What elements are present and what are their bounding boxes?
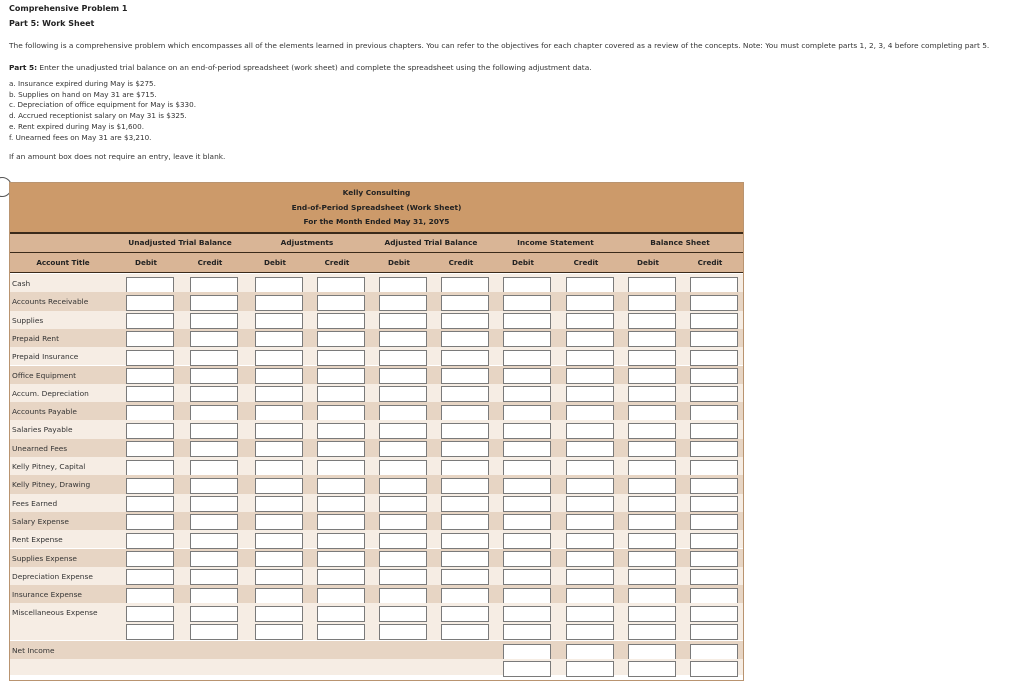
balance-sheet-debit-input[interactable] xyxy=(628,533,676,549)
unadjusted-tb-credit-input[interactable] xyxy=(190,295,238,311)
balance-sheet-debit-input[interactable] xyxy=(628,478,676,494)
group-unadjusted-trial-balance: Unadjusted Trial Balance xyxy=(128,238,232,247)
unadjusted-tb-debit-input[interactable] xyxy=(126,368,174,384)
part5-instructions xyxy=(9,63,592,72)
account-title-cell: Office Equipment xyxy=(12,370,77,380)
balance-sheet-net-income-debit-input[interactable] xyxy=(628,644,676,660)
balance-sheet-credit-input[interactable] xyxy=(690,405,738,421)
balance-sheet-credit-input[interactable] xyxy=(690,423,738,439)
part5-text: Enter the unadjusted trial balance on an end-of-period spreadsheet (work sheet) and complete the spreadsheet using the following adjustment data. xyxy=(37,63,592,72)
unadjusted-tb-credit-input[interactable] xyxy=(190,277,238,293)
adjustments-debit-input[interactable] xyxy=(255,295,303,311)
unadjusted-tb-credit-input[interactable] xyxy=(190,405,238,421)
unadjusted-tb-debit-input[interactable] xyxy=(126,331,174,347)
adjusted-tb-debit-input[interactable] xyxy=(379,460,427,476)
income-statement-credit-input[interactable] xyxy=(566,478,614,494)
adjusted-tb-debit-input[interactable] xyxy=(379,606,427,622)
adjustments-credit-input[interactable] xyxy=(317,441,365,457)
adjustment-item: a. Insurance expired during May is $275. xyxy=(9,79,156,88)
adjustments-debit-input[interactable] xyxy=(255,606,303,622)
balance-sheet-debit-input[interactable] xyxy=(628,496,676,512)
balance-sheet-credit-total-input[interactable] xyxy=(690,624,738,640)
balance-sheet-debit-input[interactable] xyxy=(628,514,676,530)
adjusted-tb-credit-input[interactable] xyxy=(441,551,489,567)
balance-sheet-credit-input[interactable] xyxy=(690,350,738,366)
adjusted-tb-credit-input[interactable] xyxy=(441,588,489,604)
adjusted-tb-debit-total-input[interactable] xyxy=(379,624,427,640)
balance-sheet-net-income-credit-input[interactable] xyxy=(690,644,738,660)
income-statement-credit-input[interactable] xyxy=(566,405,614,421)
adjusted-tb-debit-input[interactable] xyxy=(379,551,427,567)
adjustments-debit-input[interactable] xyxy=(255,496,303,512)
adjustment-item: f. Unearned fees on May 31 are $3,210. xyxy=(9,132,152,142)
unadjusted-tb-debit-input[interactable] xyxy=(126,478,174,494)
account-title-cell: Supplies Expense xyxy=(12,553,77,563)
income-statement-credit-input[interactable] xyxy=(566,551,614,567)
adjusted-tb-debit-input[interactable] xyxy=(379,441,427,457)
income-statement-debit-input[interactable] xyxy=(503,478,551,494)
income-statement-credit-input[interactable] xyxy=(566,460,614,476)
balance-sheet-credit-input[interactable] xyxy=(690,496,738,512)
account-title-cell: Miscellaneous Expense xyxy=(12,608,98,618)
adjusted-tb-debit-input[interactable] xyxy=(379,588,427,604)
income-statement-final-debit-input[interactable] xyxy=(503,661,551,677)
worksheet xyxy=(9,182,744,681)
adjustments-debit-input[interactable] xyxy=(255,350,303,366)
account-title-cell: Salary Expense xyxy=(12,516,69,526)
adjustments-debit-input[interactable] xyxy=(255,460,303,476)
income-statement-credit-input[interactable] xyxy=(566,277,614,293)
adjustment-item: d. Accrued receptionist salary on May 31 is $325. xyxy=(9,111,187,121)
unadjusted-tb-credit-input[interactable] xyxy=(190,386,238,402)
adjusted-tb-credit-input[interactable] xyxy=(441,313,489,329)
adjusted-tb-debit-input[interactable] xyxy=(379,569,427,585)
balance-sheet-debit-input[interactable] xyxy=(628,588,676,604)
adjusted-tb-credit-input[interactable] xyxy=(441,606,489,622)
income-statement-credit-input[interactable] xyxy=(566,368,614,384)
adjustments-credit-input[interactable] xyxy=(317,386,365,402)
balance-sheet-credit-input[interactable] xyxy=(690,295,738,311)
income-statement-credit-input[interactable] xyxy=(566,569,614,585)
balance-sheet-debit-input[interactable] xyxy=(628,460,676,476)
account-title-cell: Fees Earned xyxy=(12,498,58,508)
adjustments-credit-input[interactable] xyxy=(317,478,365,494)
income-statement-credit-input[interactable] xyxy=(566,533,614,549)
adjustments-debit-input[interactable] xyxy=(255,533,303,549)
adjustments-credit-input[interactable] xyxy=(317,606,365,622)
adjustment-data-list xyxy=(9,79,196,143)
income-statement-debit-input[interactable] xyxy=(503,350,551,366)
unadjusted-tb-debit-input[interactable] xyxy=(126,496,174,512)
balance-sheet-debit-input[interactable] xyxy=(628,405,676,421)
unadjusted-tb-credit-input[interactable] xyxy=(190,533,238,549)
adjustments-debit-input[interactable] xyxy=(255,331,303,347)
balance-sheet-credit-input[interactable] xyxy=(690,386,738,402)
unadjusted-tb-credit-total-input[interactable] xyxy=(190,624,238,640)
debit-column-header: Debit xyxy=(135,258,157,267)
adjusted-tb-debit-input[interactable] xyxy=(379,478,427,494)
adjustments-credit-input[interactable] xyxy=(317,423,365,439)
adjustments-debit-input[interactable] xyxy=(255,441,303,457)
adjusted-tb-debit-input[interactable] xyxy=(379,423,427,439)
income-statement-credit-input[interactable] xyxy=(566,313,614,329)
debit-column-header: Debit xyxy=(512,258,534,267)
income-statement-credit-input[interactable] xyxy=(566,588,614,604)
income-statement-debit-input[interactable] xyxy=(503,606,551,622)
unadjusted-tb-debit-input[interactable] xyxy=(126,569,174,585)
balance-sheet-debit-input[interactable] xyxy=(628,423,676,439)
income-statement-credit-total-input[interactable] xyxy=(566,624,614,640)
adjustments-credit-input[interactable] xyxy=(317,313,365,329)
problem-title: Comprehensive Problem 1 xyxy=(9,4,128,13)
unadjusted-tb-debit-input[interactable] xyxy=(126,350,174,366)
adjustments-credit-input[interactable] xyxy=(317,331,365,347)
credit-column-header: Credit xyxy=(573,258,599,267)
adjustments-credit-total-input[interactable] xyxy=(317,624,365,640)
unadjusted-tb-credit-input[interactable] xyxy=(190,350,238,366)
adjustments-credit-input[interactable] xyxy=(317,551,365,567)
adjustments-credit-input[interactable] xyxy=(317,496,365,512)
unadjusted-tb-credit-input[interactable] xyxy=(190,313,238,329)
adjusted-tb-credit-input[interactable] xyxy=(441,368,489,384)
account-title-cell: Kelly Pitney, Capital xyxy=(12,462,86,471)
unadjusted-tb-credit-input[interactable] xyxy=(190,514,238,530)
income-statement-final-credit-input[interactable] xyxy=(566,661,614,677)
balance-sheet-credit-input[interactable] xyxy=(690,313,738,329)
adjusted-tb-debit-input[interactable] xyxy=(379,313,427,329)
balance-sheet-debit-input[interactable] xyxy=(628,606,676,622)
adjusted-tb-credit-input[interactable] xyxy=(441,295,489,311)
balance-sheet-credit-input[interactable] xyxy=(690,569,738,585)
income-statement-debit-input[interactable] xyxy=(503,588,551,604)
group-income-statement: Income Statement xyxy=(517,238,594,247)
adjustments-credit-input[interactable] xyxy=(317,569,365,585)
adjusted-tb-credit-input[interactable] xyxy=(441,514,489,530)
adjusted-tb-debit-input[interactable] xyxy=(379,533,427,549)
income-statement-debit-input[interactable] xyxy=(503,386,551,402)
adjustments-debit-input[interactable] xyxy=(255,588,303,604)
header-divider xyxy=(10,272,743,273)
adjusted-tb-credit-input[interactable] xyxy=(441,441,489,457)
unadjusted-tb-debit-total-input[interactable] xyxy=(126,624,174,640)
unadjusted-tb-debit-input[interactable] xyxy=(126,588,174,604)
unadjusted-tb-debit-input[interactable] xyxy=(126,405,174,421)
income-statement-credit-input[interactable] xyxy=(566,606,614,622)
balance-sheet-debit-input[interactable] xyxy=(628,331,676,347)
account-title-cell: Supplies xyxy=(12,315,44,325)
balance-sheet-debit-total-input[interactable] xyxy=(628,624,676,640)
adjustments-debit-input[interactable] xyxy=(255,514,303,530)
unadjusted-tb-debit-input[interactable] xyxy=(126,460,174,476)
adjustment-item: e. Rent expired during May is $1,600. xyxy=(9,121,144,131)
unadjusted-tb-credit-input[interactable] xyxy=(190,496,238,512)
income-statement-credit-input[interactable] xyxy=(566,331,614,347)
balance-sheet-debit-input[interactable] xyxy=(628,386,676,402)
blank-entry-note: If an amount box does not require an entry, leave it blank. xyxy=(9,152,226,161)
unadjusted-tb-debit-input[interactable] xyxy=(126,441,174,457)
income-statement-debit-input[interactable] xyxy=(503,496,551,512)
debit-column-header: Debit xyxy=(388,258,410,267)
balance-sheet-credit-input[interactable] xyxy=(690,331,738,347)
credit-column-header: Credit xyxy=(197,258,223,267)
account-title-cell: Accounts Receivable xyxy=(12,297,89,307)
adjusted-tb-credit-input[interactable] xyxy=(441,386,489,402)
balance-sheet-final-debit-input[interactable] xyxy=(628,661,676,677)
unadjusted-tb-debit-input[interactable] xyxy=(126,295,174,311)
income-statement-credit-input[interactable] xyxy=(566,496,614,512)
balance-sheet-debit-input[interactable] xyxy=(628,295,676,311)
adjustments-debit-input[interactable] xyxy=(255,551,303,567)
net-income-label: Net Income xyxy=(12,646,55,655)
debit-column-header: Debit xyxy=(637,258,659,267)
adjustments-credit-input[interactable] xyxy=(317,277,365,293)
adjustments-credit-input[interactable] xyxy=(317,460,365,476)
income-statement-debit-input[interactable] xyxy=(503,569,551,585)
balance-sheet-credit-input[interactable] xyxy=(690,606,738,622)
income-statement-debit-input[interactable] xyxy=(503,405,551,421)
balance-sheet-credit-input[interactable] xyxy=(690,441,738,457)
part-title: Part 5: Work Sheet xyxy=(9,19,95,28)
account-title-cell: Salaries Payable xyxy=(12,425,73,435)
unadjusted-tb-debit-input[interactable] xyxy=(126,313,174,329)
income-statement-debit-input[interactable] xyxy=(503,295,551,311)
balance-sheet-debit-input[interactable] xyxy=(628,313,676,329)
adjusted-tb-credit-input[interactable] xyxy=(441,460,489,476)
unadjusted-tb-credit-input[interactable] xyxy=(190,423,238,439)
credit-column-header: Credit xyxy=(448,258,474,267)
adjusted-tb-debit-input[interactable] xyxy=(379,386,427,402)
income-statement-debit-input[interactable] xyxy=(503,368,551,384)
balance-sheet-debit-input[interactable] xyxy=(628,551,676,567)
company-name: Kelly Consulting xyxy=(342,188,411,197)
adjusted-tb-debit-input[interactable] xyxy=(379,514,427,530)
income-statement-debit-input[interactable] xyxy=(503,441,551,457)
income-statement-debit-input[interactable] xyxy=(503,551,551,567)
credit-column-header: Credit xyxy=(697,258,723,267)
unadjusted-tb-debit-input[interactable] xyxy=(126,533,174,549)
adjustments-debit-input[interactable] xyxy=(255,277,303,293)
unadjusted-tb-debit-input[interactable] xyxy=(126,606,174,622)
adjusted-tb-debit-input[interactable] xyxy=(379,368,427,384)
income-statement-debit-input[interactable] xyxy=(503,460,551,476)
adjusted-tb-debit-input[interactable] xyxy=(379,350,427,366)
unadjusted-tb-debit-input[interactable] xyxy=(126,423,174,439)
unadjusted-tb-credit-input[interactable] xyxy=(190,606,238,622)
adjusted-tb-credit-input[interactable] xyxy=(441,331,489,347)
intro-text: The following is a comprehensive problem which encompasses all of the elements learned in previous chapters. You can refer to the objectives for each chapter covered as a review of the concepts. Note: You must complete parts 1, 2, 3, 4 before completing part 5. xyxy=(9,41,990,50)
unadjusted-tb-credit-input[interactable] xyxy=(190,551,238,567)
unadjusted-tb-credit-input[interactable] xyxy=(190,441,238,457)
adjusted-tb-debit-input[interactable] xyxy=(379,496,427,512)
income-statement-debit-input[interactable] xyxy=(503,313,551,329)
account-title-cell: Accum. Depreciation xyxy=(12,388,89,398)
adjustment-item: c. Depreciation of office equipment for May is $330. xyxy=(9,100,196,110)
unadjusted-tb-credit-input[interactable] xyxy=(190,331,238,347)
unadjusted-tb-credit-input[interactable] xyxy=(190,368,238,384)
income-statement-debit-input[interactable] xyxy=(503,331,551,347)
adjustments-debit-input[interactable] xyxy=(255,405,303,421)
income-statement-debit-input[interactable] xyxy=(503,514,551,530)
account-title-cell: Unearned Fees xyxy=(12,443,68,453)
income-statement-credit-input[interactable] xyxy=(566,386,614,402)
worksheet-period: For the Month Ended May 31, 20Y5 xyxy=(303,217,450,226)
income-statement-debit-input[interactable] xyxy=(503,423,551,439)
adjusted-tb-debit-input[interactable] xyxy=(379,295,427,311)
group-balance-sheet: Balance Sheet xyxy=(650,238,710,247)
adjusted-tb-credit-input[interactable] xyxy=(441,533,489,549)
income-statement-net-income-credit-input[interactable] xyxy=(566,644,614,660)
balance-sheet-credit-input[interactable] xyxy=(690,514,738,530)
adjusted-tb-credit-input[interactable] xyxy=(441,423,489,439)
adjustments-credit-input[interactable] xyxy=(317,295,365,311)
balance-sheet-debit-input[interactable] xyxy=(628,368,676,384)
adjustments-debit-input[interactable] xyxy=(255,423,303,439)
income-statement-credit-input[interactable] xyxy=(566,350,614,366)
debit-column-header: Debit xyxy=(264,258,286,267)
account-title-cell: Depreciation Expense xyxy=(12,571,93,581)
unadjusted-tb-debit-input[interactable] xyxy=(126,386,174,402)
unadjusted-tb-debit-input[interactable] xyxy=(126,551,174,567)
adjusted-tb-credit-input[interactable] xyxy=(441,496,489,512)
account-title-cell: Insurance Expense xyxy=(12,590,82,600)
unadjusted-tb-credit-input[interactable] xyxy=(190,569,238,585)
income-statement-net-income-debit-input[interactable] xyxy=(503,644,551,660)
unadjusted-tb-debit-input[interactable] xyxy=(126,514,174,530)
account-title-cell: Cash xyxy=(12,279,31,288)
credit-column-header: Credit xyxy=(324,258,350,267)
adjusted-tb-credit-input[interactable] xyxy=(441,478,489,494)
balance-sheet-final-credit-input[interactable] xyxy=(690,661,738,677)
adjustments-credit-input[interactable] xyxy=(317,533,365,549)
group-adjusted-trial-balance: Adjusted Trial Balance xyxy=(384,238,478,247)
adjustments-credit-input[interactable] xyxy=(317,368,365,384)
balance-sheet-credit-input[interactable] xyxy=(690,588,738,604)
account-title-header: Account Title xyxy=(36,258,90,267)
income-statement-credit-input[interactable] xyxy=(566,514,614,530)
balance-sheet-debit-input[interactable] xyxy=(628,277,676,293)
balance-sheet-credit-input[interactable] xyxy=(690,533,738,549)
unadjusted-tb-credit-input[interactable] xyxy=(190,460,238,476)
adjusted-tb-credit-input[interactable] xyxy=(441,277,489,293)
account-title-cell: Prepaid Insurance xyxy=(12,352,79,362)
income-statement-credit-input[interactable] xyxy=(566,441,614,457)
adjustments-debit-total-input[interactable] xyxy=(255,624,303,640)
adjustments-credit-input[interactable] xyxy=(317,514,365,530)
adjustment-item: b. Supplies on hand on May 31 are $715. xyxy=(9,89,157,99)
income-statement-debit-input[interactable] xyxy=(503,533,551,549)
adjusted-tb-debit-input[interactable] xyxy=(379,405,427,421)
unadjusted-tb-debit-input[interactable] xyxy=(126,277,174,293)
balance-sheet-debit-input[interactable] xyxy=(628,569,676,585)
balance-sheet-debit-input[interactable] xyxy=(628,350,676,366)
account-title-cell: Accounts Payable xyxy=(12,407,77,417)
adjusted-tb-credit-total-input[interactable] xyxy=(441,624,489,640)
unadjusted-tb-credit-input[interactable] xyxy=(190,588,238,604)
balance-sheet-credit-input[interactable] xyxy=(690,368,738,384)
adjustments-credit-input[interactable] xyxy=(317,350,365,366)
balance-sheet-credit-input[interactable] xyxy=(690,277,738,293)
adjusted-tb-credit-input[interactable] xyxy=(441,569,489,585)
adjusted-tb-debit-input[interactable] xyxy=(379,331,427,347)
unadjusted-tb-credit-input[interactable] xyxy=(190,478,238,494)
balance-sheet-credit-input[interactable] xyxy=(690,460,738,476)
worksheet-title: End-of-Period Spreadsheet (Work Sheet) xyxy=(291,203,462,212)
income-statement-debit-input[interactable] xyxy=(503,277,551,293)
adjusted-tb-debit-input[interactable] xyxy=(379,277,427,293)
adjustments-debit-input[interactable] xyxy=(255,386,303,402)
adjustments-debit-input[interactable] xyxy=(255,569,303,585)
adjustments-debit-input[interactable] xyxy=(255,478,303,494)
income-statement-credit-input[interactable] xyxy=(566,423,614,439)
balance-sheet-debit-input[interactable] xyxy=(628,441,676,457)
account-title-cell: Prepaid Rent xyxy=(12,333,59,343)
account-title-cell: Rent Expense xyxy=(12,535,63,545)
adjustments-debit-input[interactable] xyxy=(255,313,303,329)
adjusted-tb-credit-input[interactable] xyxy=(441,405,489,421)
adjustments-credit-input[interactable] xyxy=(317,405,365,421)
adjustments-debit-input[interactable] xyxy=(255,368,303,384)
part5-label: Part 5: xyxy=(9,63,38,72)
group-adjustments: Adjustments xyxy=(280,238,334,247)
income-statement-credit-input[interactable] xyxy=(566,295,614,311)
balance-sheet-credit-input[interactable] xyxy=(690,478,738,494)
adjustments-credit-input[interactable] xyxy=(317,588,365,604)
balance-sheet-credit-input[interactable] xyxy=(690,551,738,567)
adjusted-tb-credit-input[interactable] xyxy=(441,350,489,366)
account-title-cell: Kelly Pitney, Drawing xyxy=(12,480,91,490)
income-statement-debit-total-input[interactable] xyxy=(503,624,551,640)
